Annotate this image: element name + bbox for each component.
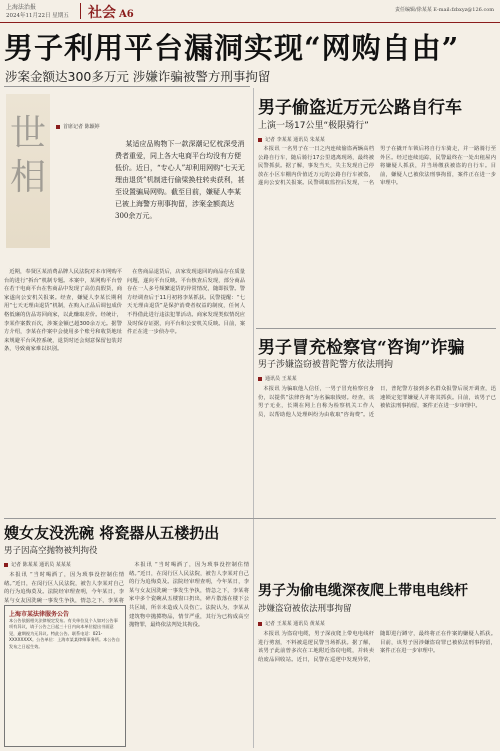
headline-rule — [4, 86, 250, 87]
issue-date: 2024年11月22日 星期五 — [6, 13, 69, 19]
main-col-2-text: 在售商品退货后，店家发现退回的商品存在质量问题，遂向平台反映。平台核查后发现，部分商品存在一人多号频繁退货的异常情况，随即报警。警方经调查后于11月初将李某抓获。民警提醒：“七天无理由退货”是保护消费者权益的制度，任何人不得借此进行违法犯罪活动。商家发现类似情况应及时保存证据，向平台和公安机关反映。目前，案件正在进一步侦办中。 — [127, 269, 245, 336]
byline-marker-icon — [4, 563, 8, 567]
masthead — [0, 0, 500, 23]
story2-headline: 男子偷盗近万元公路自行车 — [258, 98, 462, 118]
story3-body — [258, 385, 496, 513]
story4-body-a — [4, 571, 124, 603]
notice-text: 本公告依据相关法律规定发布。有关单位及个人如对公告事项有异议，请于公告之日起三十日内向本单位提出书面意见，逾期视为无异议。特此公告。联系电话：021-XXXXXXXX。公告单位：上海市某某律师事务所。本公告自发布之日起生效。 — [9, 618, 120, 649]
story4-byline-text: 记者 陈某某 通讯员 某某某 — [11, 562, 71, 568]
story2-rule — [256, 328, 496, 329]
editor-contact: 责任编辑/徐某某 E-mail:fzbxyz@126.com — [395, 7, 494, 13]
story2-body-text: 本报讯 一名男子在一日之内连续偷盗两辆高档公路自行车，随后骑行17公里逃离现场，最终被民警抓获。据了解，事发当天，失主发现自己停放在小区车棚内价值近万元的公路自行车被盗，遂向公安机关报案。民警调取监控后发现，一名男子在撬开车锁后将自行车骑走，并一路骑行至外区。经过连续追踪，民警最终在一处出租屋内将嫌疑人抓获，并当场缴获被盗的自行车。目前，嫌疑人已被依法刑事拘留，案件正在进一步审理中。 — [258, 146, 496, 187]
story5-headline: 男子为偷电缆深夜爬上带电电线杆 — [258, 583, 468, 599]
story3-byline-text: 通讯员 王某某 — [265, 376, 297, 382]
story3-rule — [4, 518, 496, 519]
main-lead — [115, 138, 245, 256]
story4-subhead: 男子因高空抛物被判拘役 — [4, 546, 98, 556]
story5-subhead: 涉嫌盗窃被依法刑事拘留 — [258, 604, 352, 614]
story2-subhead: 上演一场17公里“极限骑行” — [258, 121, 369, 131]
notice-title: 上海市某法律服务公告 — [9, 611, 70, 618]
story4-headline: 嫂女友没洗碗 将瓷器从五楼扔出 — [4, 524, 220, 542]
main-lead-text: 某适应品购物下一款深潮记忆枕深受消费者重爱，同上各大电商平台均没有方便低价。近日，“专心人”却利用网购“七天无理由退货”机制进行偷梁换柱转卖获利，甚至设置骗局网购。截至目前，嫌疑人李某已被上海警方刑事拘留，涉案金额高达300余万元。 — [115, 140, 245, 220]
story3-headline: 男子冒充检察官“咨询”诈骗 — [258, 338, 465, 358]
main-byline-text: 首席记者 陈颖婷 — [63, 124, 100, 130]
main-subhead: 涉案金额达300多万元 涉嫌诈骗被警方刑事拘留 — [5, 69, 271, 84]
byline-marker-icon — [258, 622, 262, 626]
story5-byline-text: 记者 王某某 通讯员 黄某某 — [265, 621, 325, 627]
story4-body-b — [129, 561, 249, 747]
story3-subhead: 男子涉嫌盗窃被普陀警方依法刑拘 — [258, 360, 394, 370]
story3-byline — [258, 375, 297, 382]
story2-byline-text: 记者 李某某 通讯员 朱某某 — [265, 137, 325, 143]
story4-byline — [4, 561, 71, 568]
paper-name: 上海法治报 — [6, 4, 37, 11]
story2-byline — [258, 136, 325, 143]
calligraphy-text: 世相 — [10, 113, 47, 198]
main-headline: 男子利用平台漏洞实现“网购自由” — [4, 31, 460, 65]
page-number: A6 — [119, 9, 134, 20]
story4-body-text-cont: 本报讯 “当时喝酒了，因为琐事没控制住情绪。”近日，在闵行区人民法院，被告人李某对自己的行为追悔莫及。法院经审理查明，今年某日，李某与女友因洗碗一事发生争执，情急之下，李某将家中多个瓷碗从五楼窗口扔出，碎片散落在楼下公共区域，所幸未造成人员伤亡。法院认为，李某从建筑物中抛掷物品，情节严重，其行为已构成高空抛物罪，最终依法判处其拘役。 — [129, 562, 249, 629]
section-name: 社会 — [88, 5, 116, 21]
masthead-divider — [80, 3, 81, 19]
story2-body — [258, 145, 496, 323]
story4-body-text: 本报讯 “当时喝酒了，因为琐事没控制住情绪。”近日，在闵行区人民法院，被告人李某对自己的行为追悔莫及。法院经审理查明，今年某日，李某与女友因洗碗一事发生争执，情急之下，李某将 — [4, 572, 124, 603]
notice-box — [4, 605, 126, 747]
story5-body — [258, 630, 496, 747]
main-col-1-text: 近期，奉贤区某消费品牌人民法院对本市网购平台的进行“拆台”机制专题。本案中，某网购平台曾在若干电商平台在售商品中发现了高仿真假货，商家遂向公安机关报案。经查，嫌疑人李某长期利用“七天无理由退货”机制，在购入正品后调包成价格低廉的仿品寄回商家，以此赚取差价。经统计，李某作案数百次，涉案金额已超300余万元。据警方介绍，李某在作案中会使用多个账号和收货地址来规避平台风控系统，退货时还会刻意保留包装封条，导致商家难以识别。 — [4, 269, 122, 353]
column-divider — [253, 88, 254, 748]
section-title — [88, 2, 134, 22]
byline-marker-icon — [258, 138, 262, 142]
main-byline — [56, 123, 100, 130]
story5-byline — [258, 620, 325, 627]
byline-marker-icon — [258, 377, 262, 381]
byline-marker-icon — [56, 125, 60, 129]
story3-body-text: 本报讯 为骗取他人信任，一男子冒充检察官身份，以提供“法律咨询”为名骗取钱财。经查，该男子无业，长期在网上自称为检察机关工作人员，以帮助他人处理纠纷为由收取“咨询费”。近日，普陀警方接到多名群众报警后展开调查，迅速锁定犯罪嫌疑人并将其抓获。目前，该男子已被依法刑事拘留，案件正在进一步审理中。 — [258, 386, 496, 418]
story5-body-text: 本报讯 为盗窃电缆，男子深夜爬上带电电线杆进行剪割，不料被巡逻民警当场抓获。据了解，该男子此前曾多次在工地附近盗窃电缆，并转卖给废品回收站。近日，民警在巡逻中发现异常，随即进行蹲守，最终将正在作案的嫌疑人抓获。目前，该男子因涉嫌盗窃罪已被依法刑事拘留，案件正在进一步审理中。 — [258, 631, 496, 663]
